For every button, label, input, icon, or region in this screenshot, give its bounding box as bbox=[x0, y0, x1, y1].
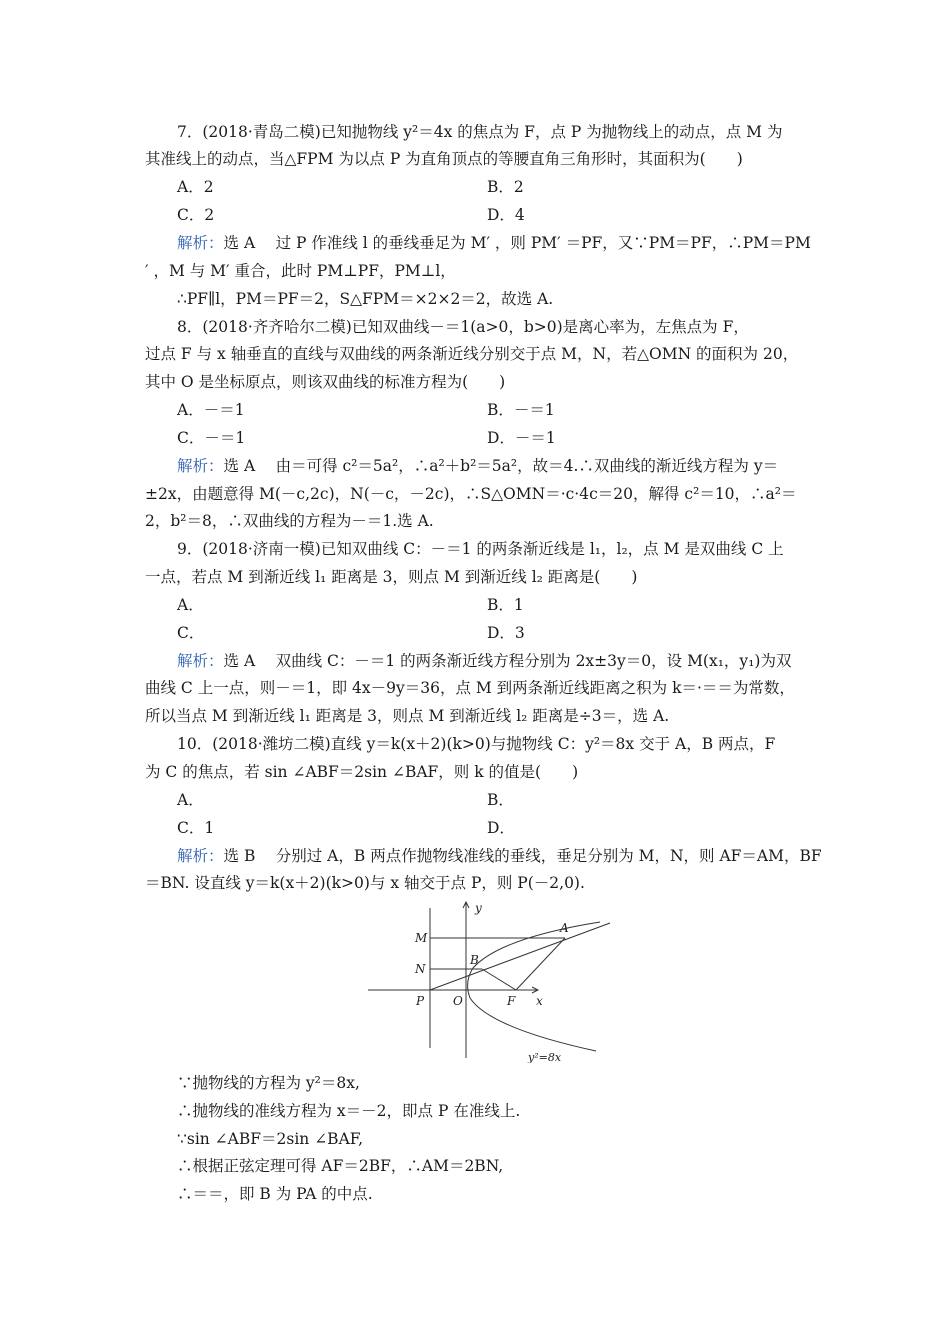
q7-option-d: D．4 bbox=[487, 206, 525, 224]
q8-option-b: B．－＝1 bbox=[487, 401, 555, 419]
q9-solution-line-2: 曲线 C 上一点，则－＝1，即 4x－9y＝36，点 M 到两条渐近线距离之积为 k＝·＝＝为常数， bbox=[145, 679, 795, 697]
label-a: A bbox=[560, 921, 569, 935]
q8-stem-line-3: 其中 O 是坐标原点，则该双曲线的标准方程为( ) bbox=[145, 373, 506, 391]
q7-solution-line-1 bbox=[177, 233, 811, 253]
q9-option-c: C． bbox=[177, 624, 205, 642]
q8-solution-line-1 bbox=[177, 456, 778, 476]
line-pa bbox=[430, 923, 610, 990]
label-p: P bbox=[416, 994, 425, 1008]
q10-solution-line-6: ∴根据正弦定理可得 AF＝2BF，∴AM＝2BN, bbox=[177, 1157, 504, 1175]
parabola-curve bbox=[468, 922, 600, 1051]
q9-stem-line-2: 一点，若点 M 到渐近线 l₁ 距离是 3，则点 M 到渐近线 l₂ 距离是( ) bbox=[145, 568, 638, 586]
q8-option-d: D．－＝1 bbox=[487, 429, 556, 447]
q8-option-a: A．－＝1 bbox=[177, 401, 245, 419]
q10-option-d: D． bbox=[487, 819, 515, 837]
label-b: B bbox=[470, 953, 479, 967]
label-x: x bbox=[536, 994, 543, 1008]
q9-option-b: B．1 bbox=[487, 596, 524, 614]
q8-stem-line-2: 过点 F 与 x 轴垂直的直线与双曲线的两条渐近线分别交于点 M，N，若△OMN 的面积为 20， bbox=[145, 345, 799, 363]
label-curve-equation: y²=8x bbox=[528, 1051, 562, 1063]
q8-solution-text-1: 选 A 由＝可得 c²＝5a²，∴a²＋b²＝5a²，故＝4.∴双曲线的渐近线方程为 y＝ bbox=[223, 457, 779, 475]
line-bf bbox=[482, 969, 516, 990]
q10-solution-label: 解析： bbox=[177, 847, 224, 865]
q10-solution-line-4: ∴抛物线的准线方程为 x＝－2，即点 P 在准线上. bbox=[177, 1102, 521, 1120]
line-af bbox=[516, 938, 565, 990]
q10-option-b: B． bbox=[487, 791, 514, 809]
q8-option-c: C．－＝1 bbox=[177, 429, 246, 447]
q10-solution-line-1 bbox=[177, 846, 822, 866]
q10-option-a: A． bbox=[177, 791, 204, 809]
q9-stem-line-1: 9．(2018·济南一模)已知双曲线 C：－＝1 的两条渐近线是 l₁，l₂，点 M 是双曲线 C 上 bbox=[177, 540, 784, 558]
q10-option-c: C．1 bbox=[177, 819, 215, 837]
q7-solution-line-2: ′ ，M 与 M′ 重合，此时 PM⊥PF，PM⊥l， bbox=[145, 262, 456, 280]
q9-option-a: A． bbox=[177, 596, 204, 614]
q8-solution-line-2: ±2x，由题意得 M(－c,2c)，N(－c，－2c)，∴S△OMN＝·c·4c＝20，解得 c²＝10，∴a²＝ bbox=[145, 485, 797, 503]
q10-solution-line-2: ＝BN. 设直线 y＝k(x＋2)(k>0)与 x 轴交于点 P，则 P(－2,0). bbox=[145, 874, 585, 892]
parabola-figure bbox=[360, 898, 620, 1063]
q10-solution-line-3: ∵抛物线的方程为 y²＝8x, bbox=[177, 1074, 360, 1092]
q10-solution-line-5: ∵sin ∠ABF＝2sin ∠BAF, bbox=[177, 1130, 364, 1148]
label-o: O bbox=[453, 994, 463, 1008]
q9-solution-line-1 bbox=[177, 651, 791, 671]
label-y: y bbox=[475, 901, 482, 915]
label-f: F bbox=[507, 994, 516, 1008]
q9-solution-label: 解析： bbox=[177, 652, 224, 670]
q10-stem-line-2: 为 C 的焦点，若 sin ∠ABF＝2sin ∠BAF，则 k 的值是( ) bbox=[145, 763, 579, 781]
q7-stem-line-1: 7．(2018·青岛二模)已知抛物线 y²＝4x 的焦点为 F，点 P 为抛物线上的动点，点 M 为 bbox=[177, 123, 783, 141]
q9-solution-line-3: 所以当点 M 到渐近线 l₁ 距离是 3，则点 M 到渐近线 l₂ 距离是÷3＝，选 A. bbox=[145, 707, 670, 725]
q10-solution-text-1: 选 B 分别过 A，B 两点作抛物线准线的垂线，垂足分别为 M，N，则 AF＝AM，BF bbox=[223, 847, 822, 865]
q7-option-c: C．2 bbox=[177, 206, 215, 224]
q8-solution-line-3: 2，b²＝8，∴双曲线的方程为－＝1.选 A. bbox=[145, 512, 434, 530]
q7-solution-text-1: 选 A 过 P 作准线 l 的垂线垂足为 M′ ，则 PM′ ＝PF，又∵PM＝PF，∴PM＝PM bbox=[223, 234, 811, 252]
q7-solution-line-3: ∴PF∥l，PM＝PF＝2，S△FPM＝×2×2＝2，故选 A. bbox=[177, 290, 554, 308]
q10-solution-line-7: ∴＝＝，即 B 为 PA 的中点. bbox=[177, 1185, 373, 1203]
q7-solution-label: 解析： bbox=[177, 234, 224, 252]
q7-stem-line-2: 其准线上的动点，当△FPM 为以点 P 为直角顶点的等腰直角三角形时，其面积为( ) bbox=[145, 150, 743, 168]
q7-option-a: A．2 bbox=[177, 178, 214, 196]
label-n: N bbox=[415, 962, 426, 976]
label-m: M bbox=[415, 931, 428, 945]
q10-stem-line-1: 10．(2018·潍坊二模)直线 y＝k(x＋2)(k>0)与抛物线 C：y²＝8x 交于 A，B 两点，F bbox=[177, 735, 776, 753]
q9-solution-text-1: 选 A 双曲线 C：－＝1 的两条渐近线方程分别为 2x±3y＝0，设 M(x₁，y₁)为双 bbox=[223, 652, 792, 670]
q7-option-b: B．2 bbox=[487, 178, 524, 196]
q9-option-d: D．3 bbox=[487, 624, 525, 642]
q8-stem-line-1: 8．(2018·齐齐哈尔二模)已知双曲线－＝1(a>0，b>0)是离心率为，左焦点为 F， bbox=[177, 318, 749, 336]
q8-solution-label: 解析： bbox=[177, 457, 224, 475]
